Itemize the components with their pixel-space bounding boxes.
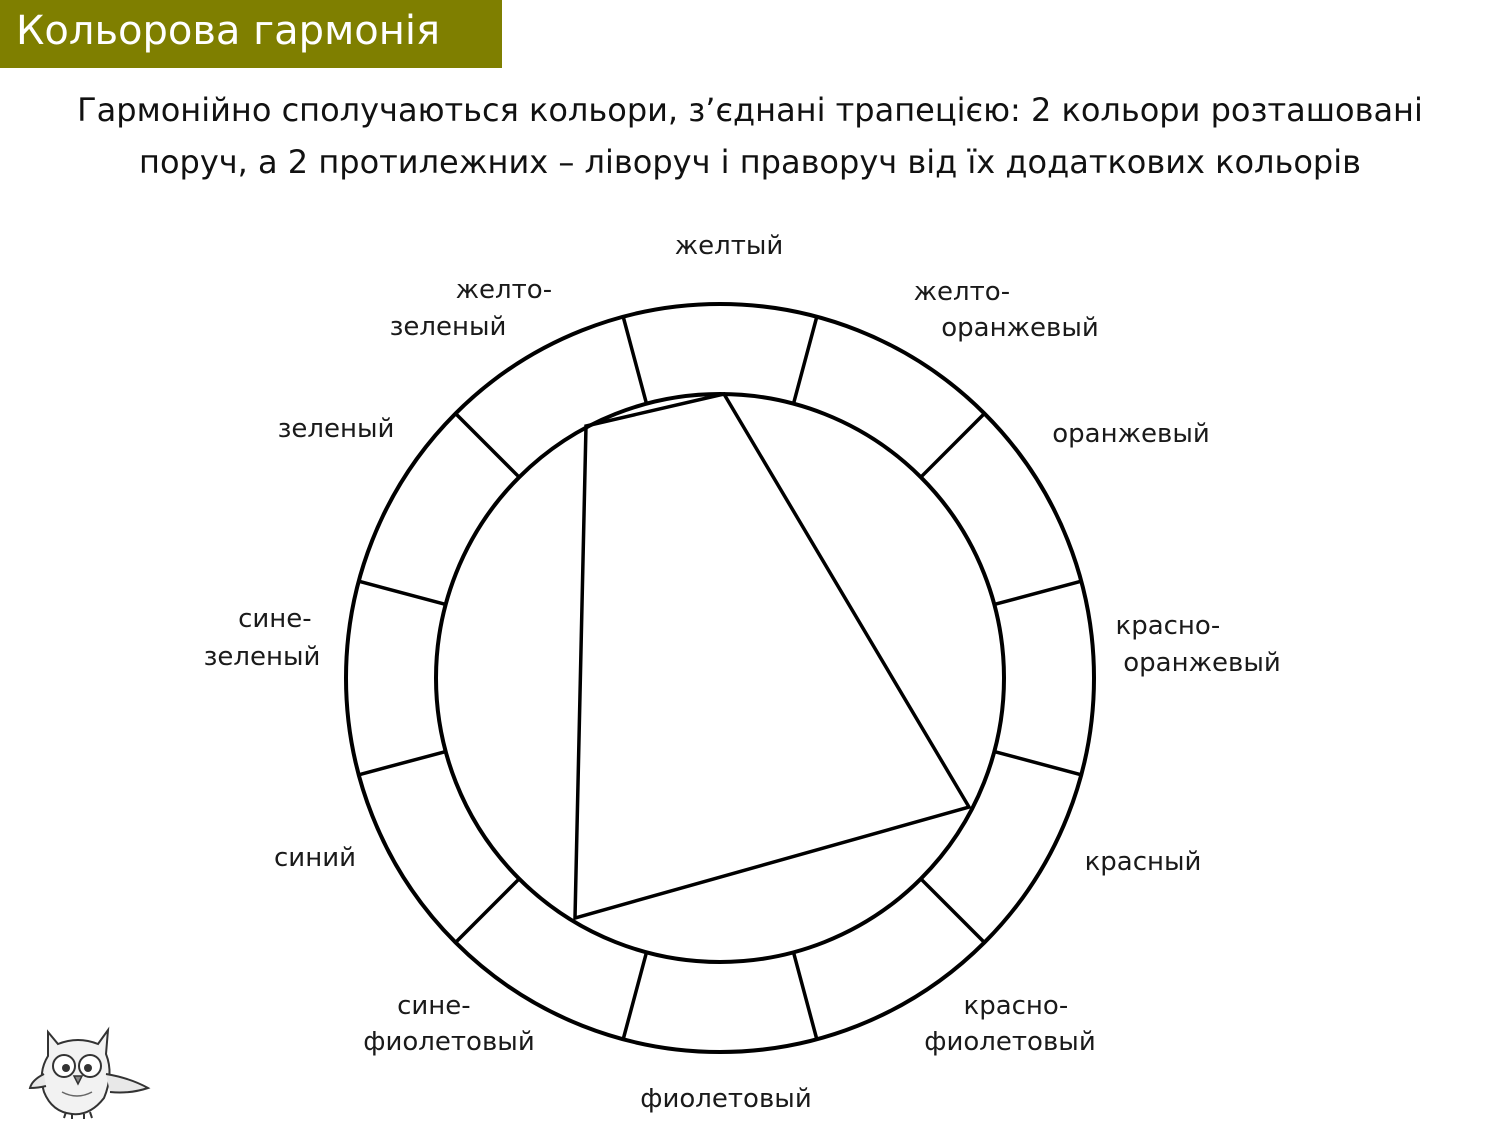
label-red: красный (1084, 847, 1202, 877)
ring-divider (623, 317, 646, 404)
owl-icon (28, 1022, 152, 1120)
subtitle-line-2: поруч, а 2 протилежних – ліворуч і праворуч від їх додаткових кольорів (139, 143, 1361, 181)
ring-divider (794, 952, 817, 1039)
ring-divider (921, 879, 985, 943)
segment-labels (204, 231, 1281, 1114)
label-blue: синий (274, 843, 356, 873)
ring-divider (623, 952, 646, 1039)
page-title: Кольорова гармонія (16, 8, 441, 54)
ring-divider (359, 581, 446, 604)
ring-divider (456, 414, 520, 478)
subtitle-line-1: Гармонійно сполучаються кольори, з’єднані трапецією: 2 кольори розташовані (77, 91, 1423, 129)
label-yellow-green: желто- зеленый (389, 275, 553, 342)
label-blue-green: сине- зеленый (203, 604, 321, 672)
label-red-violet: красно- фиолетовый (924, 991, 1096, 1057)
harmony-trapezoid (575, 394, 969, 918)
ring-divider (456, 879, 520, 943)
label-blue-violet: сине- фиолетовый (363, 991, 535, 1057)
ring-divider (794, 317, 817, 404)
label-red-orange: красно- оранжевый (1115, 611, 1281, 678)
label-yellow: желтый (674, 231, 784, 261)
ring-divider (359, 752, 446, 775)
label-orange: оранжевый (1052, 419, 1210, 449)
ring-dividers (359, 317, 1082, 1040)
ring-divider (921, 414, 985, 478)
ring-divider (994, 752, 1081, 775)
ring-divider (994, 581, 1081, 604)
label-yellow-orange: желто- оранжевый (913, 277, 1099, 343)
label-violet: фиолетовый (640, 1084, 812, 1114)
label-green: зеленый (277, 414, 395, 444)
